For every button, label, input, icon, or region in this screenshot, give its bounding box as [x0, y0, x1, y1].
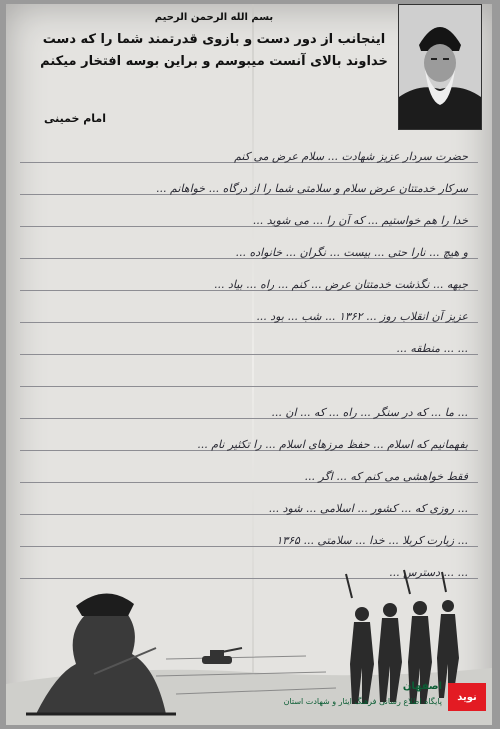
quote-line-2: خداوند بالای آنست میبوسم و براین بوسه افتخار میکنم [40, 54, 388, 69]
logo-badge [283, 679, 486, 717]
portrait-photo [398, 4, 482, 130]
letter-line: جبهه ... نگذشت خدمتتان عرض ... کنم ... راه ... بیاد ... [213, 278, 468, 291]
letter-line: فقط خواهشی می کنم که ... اگر ... [304, 470, 468, 483]
letter-line: خدا را هم خواستیم ... که آن را ... می شوید ... [252, 214, 468, 227]
header-quote [34, 12, 394, 73]
logo-mark: نوید [448, 683, 486, 711]
letter-line: و هیچ ... نارا حتی ... بیست ... نگران ... خانواده ... [235, 246, 468, 259]
letter-line: سرکار خدمتتان عرض سلام و سلامتی شما را از درگاه ... خواهانم ... [156, 182, 468, 195]
basmala: بسم الله الرحمن الرحیم [154, 12, 274, 23]
letter-line: ... ما ... که در سنگر ... راه ... که ... ان ... [271, 406, 468, 419]
letter-line: حضرت سردار عزیز شهادت ... سلام عرض می کنم [234, 150, 468, 163]
letter-line: ... ... منطقه ... [396, 342, 468, 355]
letter-sheet [6, 4, 492, 725]
letter-line: بفهمانیم که اسلام ... حفظ مرزهای اسلام ... را تکثیر نام ... [197, 438, 468, 451]
logo-subtitle: پایگاه اطلاع رسانی فرهنگ ایثار و شهادت استان [283, 697, 442, 706]
portrait-icon [399, 5, 481, 129]
ruled-area [20, 142, 478, 582]
letter-line: ... ... دسترس ... [389, 566, 468, 579]
letter-line: عزیز آن انقلاب روز ... ۱۳۶۲ ... شب ... بود ... [256, 310, 468, 323]
signature: امام خمینی [44, 112, 107, 125]
logo-name: اصفهان [402, 681, 442, 692]
letter-line: ... زیارت کربلا ... خدا ... سلامتی ... ۱۳۶۵ [276, 534, 468, 547]
letter-line: ... روزی که ... کشور ... اسلامی ... شود ... [268, 502, 468, 515]
quote-line-1: اینجانب از دور دست و بازوی قدرتمند شما را که دست [42, 32, 386, 47]
